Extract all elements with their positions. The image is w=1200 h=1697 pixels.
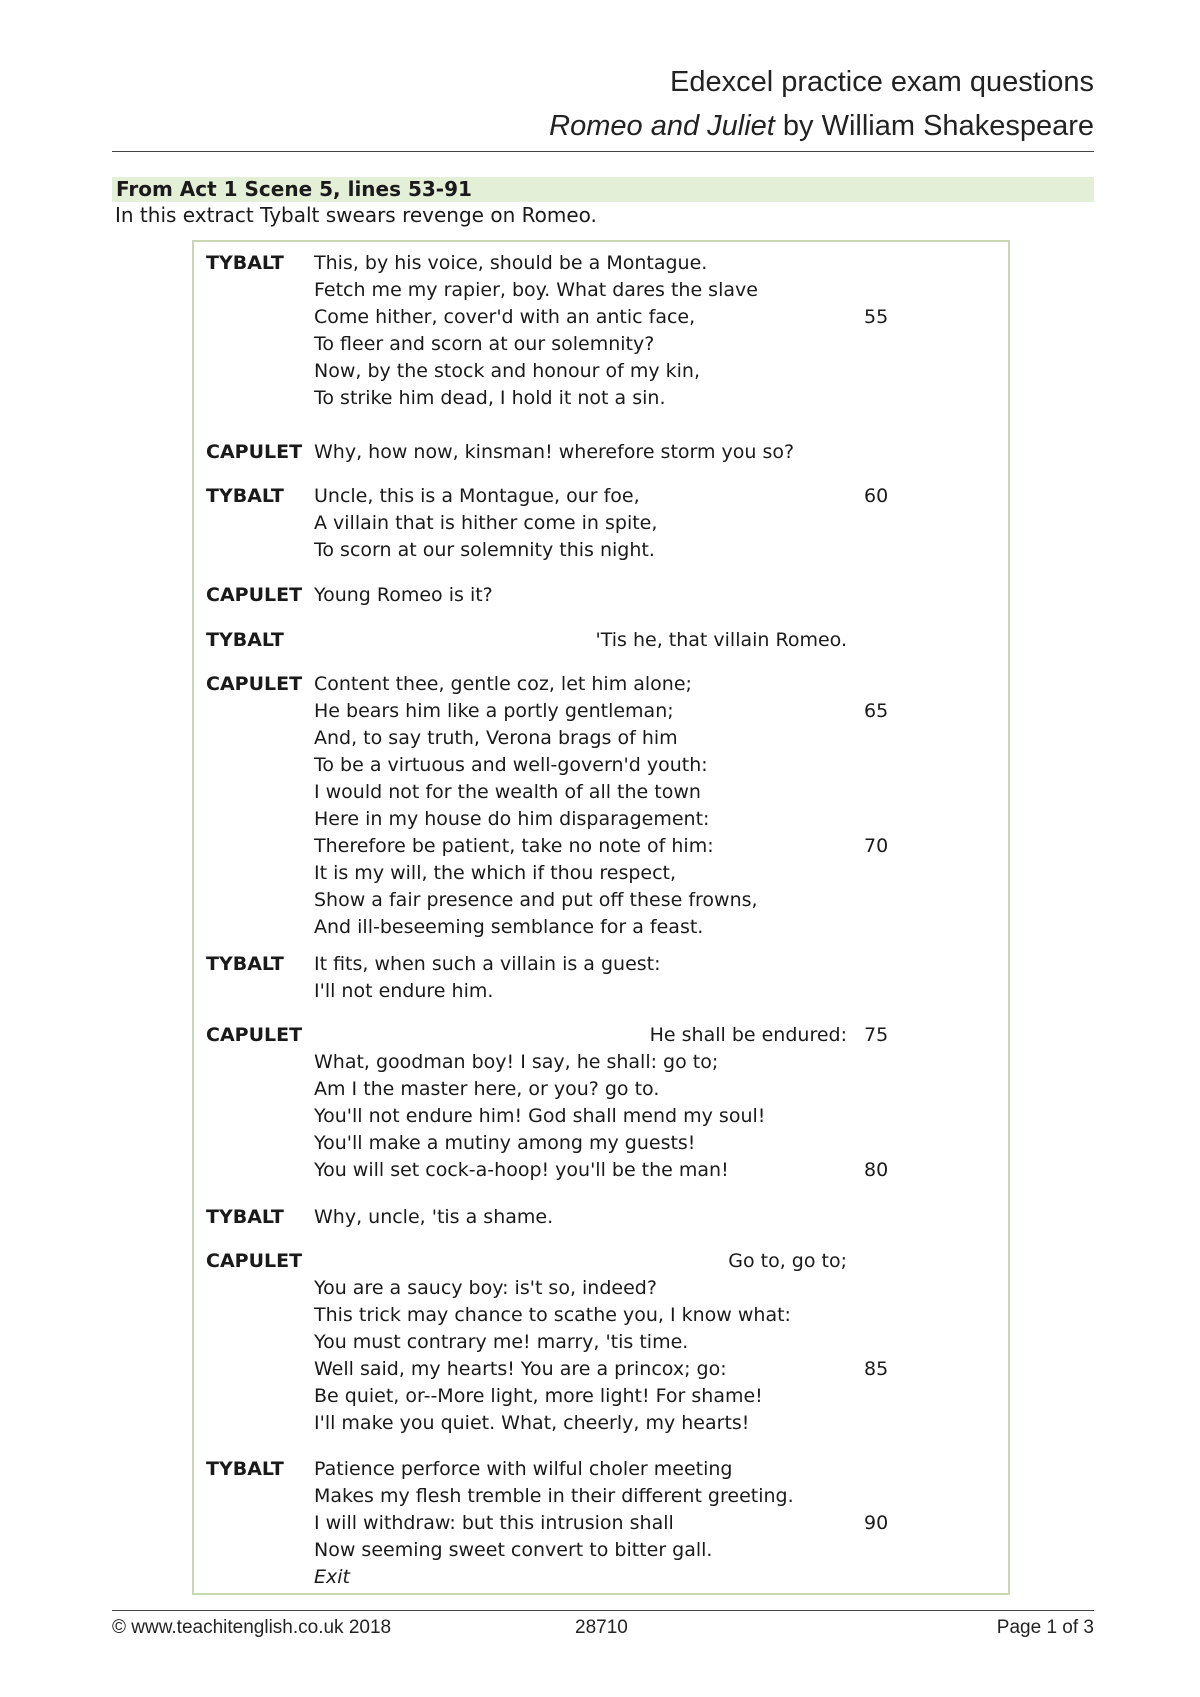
verse-line: This, by his voice, should be a Montague. [314,252,708,274]
verse-line: You'll make a mutiny among my guests! [314,1132,696,1154]
verse-line: Fetch me my rapier, boy. What dares the slave [314,279,758,301]
verse-line: You are a saucy boy: is't so, indeed? [314,1277,657,1299]
line-number: 65 [864,700,889,722]
verse-line: You must contrary me! marry, 'tis time. [314,1331,689,1353]
footer-divider [112,1610,1094,1611]
speaker-name: CAPULET [206,1024,303,1046]
verse-line: What, goodman boy! I say, he shall: go to; [314,1051,719,1073]
speech-lines [314,582,847,609]
page-footer [112,1613,1094,1643]
verse-line: To fleer and scorn at our solemnity? [314,333,655,355]
verse-line: And ill-beseeming semblance for a feast. [314,916,704,938]
verse-line: To be a virtuous and well-govern'd youth: [314,754,708,776]
verse-line: And, to say truth, Verona brags of him [314,727,678,749]
stage-direction: Exit [314,1566,350,1588]
speaker-name: CAPULET [206,673,303,695]
verse-line: This trick may chance to scathe you, I know what: [314,1304,791,1326]
verse-line: It is my will, the which if thou respect, [314,862,677,884]
verse-line: Come hither, cover'd with an antic face, [314,306,696,328]
verse-line: I would not for the wealth of all the town [314,781,701,803]
speech-lines [314,483,847,564]
section-intro: In this extract Tybalt swears revenge on Romeo. [115,203,597,227]
verse-line: I'll not endure him. [314,980,494,1002]
header-divider [112,151,1094,152]
speaker-name: TYBALT [206,953,284,975]
verse-line: A villain that is hither come in spite, [314,512,658,534]
verse-line: Now, by the stock and honour of my kin, [314,360,701,382]
line-number: 85 [864,1358,889,1380]
author-byline: by William Shakespeare [774,110,1094,142]
speaker-name: TYBALT [206,1206,284,1228]
speech-lines [314,671,847,941]
verse-line: 'Tis he, that villain Romeo. [595,629,847,651]
verse-line: Am I the master here, or you? go to. [314,1078,660,1100]
speech-lines [314,250,847,412]
speaker-name: CAPULET [206,1250,303,1272]
speech-lines [314,627,847,654]
verse-line: Now seeming sweet convert to bitter gall. [314,1539,713,1561]
speech-lines [314,1204,847,1231]
verse-line: Therefore be patient, take no note of him: [314,835,714,857]
verse-line: It fits, when such a villain is a guest: [314,953,661,975]
verse-line: Well said, my hearts! You are a princox; go: [314,1358,727,1380]
verse-line: You'll not endure him! God shall mend my soul! [314,1105,766,1127]
verse-line: To strike him dead, I hold it not a sin. [314,387,666,409]
verse-line: Here in my house do him disparagement: [314,808,710,830]
speech-lines [314,951,847,1005]
document-title: Edexcel practice exam questions [670,66,1094,98]
verse-line: To scorn at our solemnity this night. [314,539,655,561]
speaker-name: CAPULET [206,584,303,606]
verse-line: Be quiet, or--More light, more light! For shame! [314,1385,763,1407]
line-number: 80 [864,1159,889,1181]
verse-line: Go to, go to; [728,1250,847,1272]
verse-line: I will withdraw: but this intrusion shall [314,1512,674,1534]
verse-line: I'll make you quiet. What, cheerly, my hearts! [314,1412,750,1434]
speech-lines [314,1022,847,1184]
speech-lines [314,1248,847,1437]
footer-copyright: © www.teachitenglish.co.uk 2018 [112,1617,392,1638]
verse-line: Makes my flesh tremble in their different greeting. [314,1485,794,1507]
verse-line: Uncle, this is a Montague, our foe, [314,485,640,507]
section-heading: From Act 1 Scene 5, lines 53-91 [112,177,1094,202]
footer-code: 28710 [575,1617,628,1638]
verse-line: He bears him like a portly gentleman; [314,700,674,722]
line-number: 90 [864,1512,889,1534]
speech-lines [314,1456,847,1591]
line-number: 75 [864,1024,889,1046]
line-number: 55 [864,306,889,328]
document-subtitle [112,106,1094,150]
speaker-name: TYBALT [206,1458,284,1480]
speaker-name: CAPULET [206,441,303,463]
line-number: 70 [864,835,889,857]
play-title: Romeo and Juliet [549,110,775,142]
verse-line: You will set cock-a-hoop! you'll be the man! [314,1159,729,1181]
verse-line: Show a fair presence and put off these frowns, [314,889,758,911]
line-number: 60 [864,485,889,507]
verse-line: Patience perforce with wilful choler meeting [314,1458,733,1480]
speaker-name: TYBALT [206,485,284,507]
speaker-name: TYBALT [206,629,284,651]
speaker-name: TYBALT [206,252,284,274]
verse-line: He shall be endured: [649,1024,847,1046]
page-header [112,62,1094,150]
verse-line: Why, how now, kinsman! wherefore storm you so? [314,441,795,463]
verse-line: Content thee, gentle coz, let him alone; [314,673,692,695]
speech-lines [314,439,847,466]
verse-line: Young Romeo is it? [314,584,493,606]
footer-page-number: Page 1 of 3 [996,1617,1094,1638]
verse-line: Why, uncle, 'tis a shame. [314,1206,554,1228]
extract-box [192,240,1010,1595]
